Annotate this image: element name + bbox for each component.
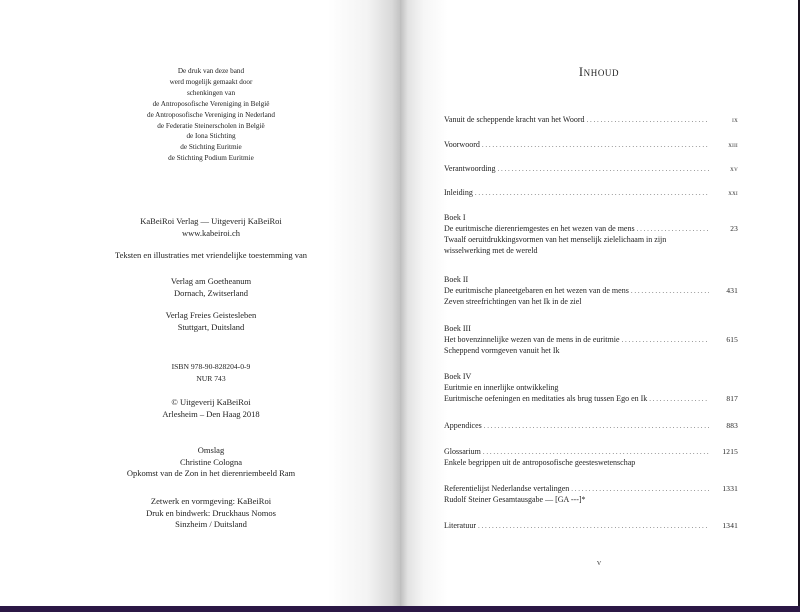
verlag2-name: Verlag Freies Geistesleben — [165, 310, 257, 320]
omslag-artist: Christine Cologna — [179, 456, 243, 467]
sponsor-line: de Antroposofische Vereniging in Nederland — [146, 110, 275, 119]
toc-title: Inhoud — [578, 65, 620, 79]
sponsor-line: de Iona Stichting — [186, 132, 236, 141]
sponsor-line: de Federatie Steinerscholen in België — [157, 121, 265, 130]
dot-leader — [498, 164, 709, 175]
printing-credit: Druk en bindwerk: Druckhaus Nomos — [146, 507, 276, 518]
page-number-folio: v — [596, 557, 602, 567]
toc-page-number: 431 — [726, 286, 738, 295]
toc-page-number: xiii — [728, 142, 738, 149]
toc-page-number: 615 — [726, 335, 738, 344]
dot-leader — [622, 335, 710, 346]
toc-subtitle: Scheppend vormgeven vanuit het Ik — [444, 346, 560, 355]
toc-entry-title: Verantwoording — [444, 164, 496, 173]
toc-page-number: 883 — [726, 421, 738, 430]
sponsor-line: werd mogelijk gemaakt door — [169, 77, 253, 86]
toc-subtitle: wisselwerking met de wereld — [444, 246, 538, 255]
toc-entry — [444, 446, 738, 468]
toc-entry-title: Inleiding — [444, 188, 473, 197]
toc-book-heading: Boek IV — [444, 372, 472, 381]
dot-leader — [482, 140, 709, 151]
toc-entry — [444, 483, 738, 505]
toc-entry-title: De euritmische planeetgebaren en het wezen van de mens — [444, 286, 629, 295]
omslag-label: Omslag — [197, 445, 225, 455]
toc-page-number: xv — [730, 166, 738, 173]
dot-leader — [587, 115, 710, 126]
toc-page-number: xxi — [728, 190, 738, 197]
verlag-freies-geistesleben-block — [55, 310, 367, 333]
toc-page-number: ix — [732, 117, 738, 124]
sponsor-line: de Stichting Euritmie — [180, 143, 242, 152]
verlag-am-goetheanum-block — [55, 276, 367, 299]
toc-entry-boek-4 — [444, 371, 738, 404]
toc-entry — [444, 163, 738, 174]
toc-page-number: 817 — [726, 394, 738, 403]
sponsor-block — [55, 66, 367, 164]
toc-entry — [444, 139, 738, 150]
toc-entry-title: Voorwoord — [444, 140, 480, 149]
viewer-bottom-bar — [0, 606, 800, 612]
toc-entry — [444, 187, 738, 198]
print-place: Sinzheim / Duitsland — [175, 519, 247, 530]
toc-page-number: 1331 — [722, 484, 738, 493]
dot-leader — [475, 188, 709, 199]
verlag1-name: Verlag am Goetheanum — [170, 276, 252, 286]
production-block — [55, 496, 367, 531]
nur-code: NUR 743 — [196, 373, 226, 383]
toc-entry-title: Referentielijst Nederlandse vertalingen — [444, 484, 570, 493]
toc-page-number: 1215 — [722, 447, 738, 456]
isbn-block — [55, 361, 367, 385]
cover-credit-block — [55, 445, 367, 480]
toc-entry-title: Het bovenzinnelijke wezen van de mens in de euritmie — [444, 335, 620, 344]
toc-entry — [444, 114, 738, 125]
toc-entry-boek-3 — [444, 323, 738, 356]
sponsor-line: de Antroposofische Vereniging in België — [152, 99, 270, 108]
copyright-place: Arlesheim – Den Haag 2018 — [162, 408, 260, 419]
toc-subtitle: Enkele begrippen uit de antroposofische geesteswetenschap — [444, 458, 636, 467]
dot-leader — [649, 394, 709, 405]
permission-text — [55, 250, 367, 262]
toc-book-heading: Boek I — [444, 213, 466, 222]
toc-entry-title: De euritmische dierenriemgestes en het wezen van de mens — [444, 224, 635, 233]
dot-leader — [478, 521, 709, 532]
toc-entry-title: Appendices — [444, 421, 482, 430]
toc-entry — [444, 420, 738, 431]
toc-entry — [444, 520, 738, 531]
publisher-name: KaBeiRoi Verlag — Uitgeverij KaBeiRoi — [140, 216, 282, 226]
toc-book-heading: Boek III — [444, 324, 471, 333]
toc-subtitle: Twaalf oeruitdrukkingsvormen van het menselijk zielelichaam in zijn — [444, 235, 667, 244]
sponsor-line: schenkingen van — [186, 88, 236, 97]
permission-line: Teksten en illustraties met vriendelijke toestemming van — [114, 250, 308, 260]
copyright: © Uitgeverij KaBeiRoi — [171, 397, 251, 407]
verlag2-place: Stuttgart, Duitsland — [177, 321, 245, 332]
toc-entry-boek-2 — [444, 274, 738, 307]
omslag-title: Opkomst van de Zon in het dierenriembeeld Ram — [126, 468, 296, 479]
isbn: ISBN 978-90-828204-0-9 — [171, 362, 251, 371]
verlag1-place: Dornach, Zwitserland — [173, 287, 249, 298]
toc-entry-title: Euritmie en innerlijke ontwikkeling — [444, 383, 559, 392]
toc-entry-boek-1 — [444, 212, 738, 256]
publisher-website: www.kabeiroi.ch — [182, 227, 240, 238]
dot-leader — [484, 421, 709, 432]
toc-subtitle: Rudolf Steiner Gesamtausgabe — [GA ---]* — [444, 495, 586, 504]
sponsor-line: De druk van deze band — [177, 67, 245, 75]
toc-page-number: 23 — [730, 224, 738, 233]
typesetting-credit: Zetwerk en vormgeving: KaBeiRoi — [150, 496, 272, 506]
toc-page-number: 1341 — [722, 521, 738, 530]
toc-book-heading: Boek II — [444, 275, 469, 284]
dot-leader — [631, 286, 709, 297]
publisher-block — [55, 216, 367, 239]
sponsor-line: de Stichting Podium Euritmie — [168, 154, 254, 163]
toc-subtitle: Zeven streefrichtingen van het Ik in de ziel — [444, 297, 582, 306]
dot-leader — [571, 484, 709, 495]
copyright-block — [55, 397, 367, 420]
toc-entry-title: Glossarium — [444, 447, 481, 456]
toc-entry-title: Literatuur — [444, 521, 476, 530]
toc-entry-subtitle: Euritmische oefeningen en meditaties als brug tussen Ego en Ik — [444, 394, 648, 403]
toc-entry-title: Vanuit de scheppende kracht van het Woord — [444, 115, 585, 124]
